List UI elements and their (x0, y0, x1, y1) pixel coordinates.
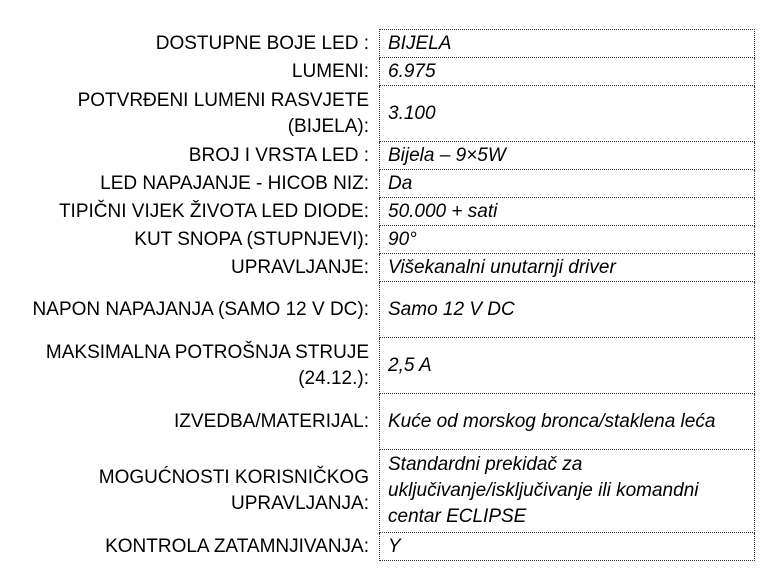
spec-label: KONTROLA ZATAMNJIVANJA: (105, 535, 369, 557)
spec-row-user-control-options (10, 450, 755, 533)
spec-row-construction-material (10, 394, 755, 450)
spec-value: 2,5 A (380, 338, 755, 394)
spec-label: KUT SNOPA (STUPNJEVI): (134, 228, 369, 250)
spec-label: TIPIČNI VIJEK ŽIVOTA LED DIODE: (58, 200, 369, 222)
spec-row-led-power-hicob (10, 170, 755, 198)
spec-value: Y (380, 533, 755, 561)
spec-label: MAKSIMALNA POTROŠNJA STRUJE (24.12.): (45, 341, 369, 389)
spec-value: 3.100 (380, 86, 755, 142)
spec-row-dimming-control (10, 533, 755, 561)
spec-label: BROJ I VRSTA LED : (188, 144, 369, 166)
spec-row-lumens (10, 58, 755, 86)
spec-value: Samo 12 V DC (380, 282, 755, 338)
spec-row-control (10, 254, 755, 282)
spec-row-beam-angle (10, 226, 755, 254)
spec-label: LUMENI: (291, 60, 369, 82)
spec-label: UPRAVLJANJE: (231, 256, 369, 278)
spec-row-led-count-type (10, 142, 755, 170)
spec-value: 50.000 + sati (380, 198, 755, 226)
spec-value: Kuće od morskog bronca/staklena leća (380, 394, 755, 450)
spec-label: LED NAPAJANJE - HICOB NIZ: (100, 172, 369, 194)
spec-value: Višekanalni unutarnji driver (380, 254, 755, 282)
spec-label: POTVRĐENI LUMENI RASVJETE (BIJELA): (77, 89, 369, 137)
spec-label: NAPON NAPAJANJA (SAMO 12 V DC): (32, 298, 369, 320)
spec-value: BIJELA (380, 30, 755, 58)
spec-row-led-lifetime (10, 198, 755, 226)
spec-row-max-current (10, 338, 755, 394)
spec-row-verified-lumens (10, 86, 755, 142)
spec-label: IZVEDBA/MATERIJAL: (174, 410, 369, 432)
spec-table (10, 29, 755, 561)
spec-value: Standardni prekidač za uključivanje/isključivanje ili komandni centar ECLIPSE (380, 450, 755, 533)
spec-row-led-colors (10, 30, 755, 58)
spec-value: Da (380, 170, 755, 198)
spec-value: 90° (380, 226, 755, 254)
spec-row-supply-voltage (10, 282, 755, 338)
spec-label: MOGUĆNOSTI KORISNIČKOG UPRAVLJANJA: (98, 467, 369, 514)
spec-value: 6.975 (380, 58, 755, 86)
spec-value: Bijela – 9×5W (380, 142, 755, 170)
spec-label: DOSTUPNE BOJE LED : (155, 32, 369, 54)
